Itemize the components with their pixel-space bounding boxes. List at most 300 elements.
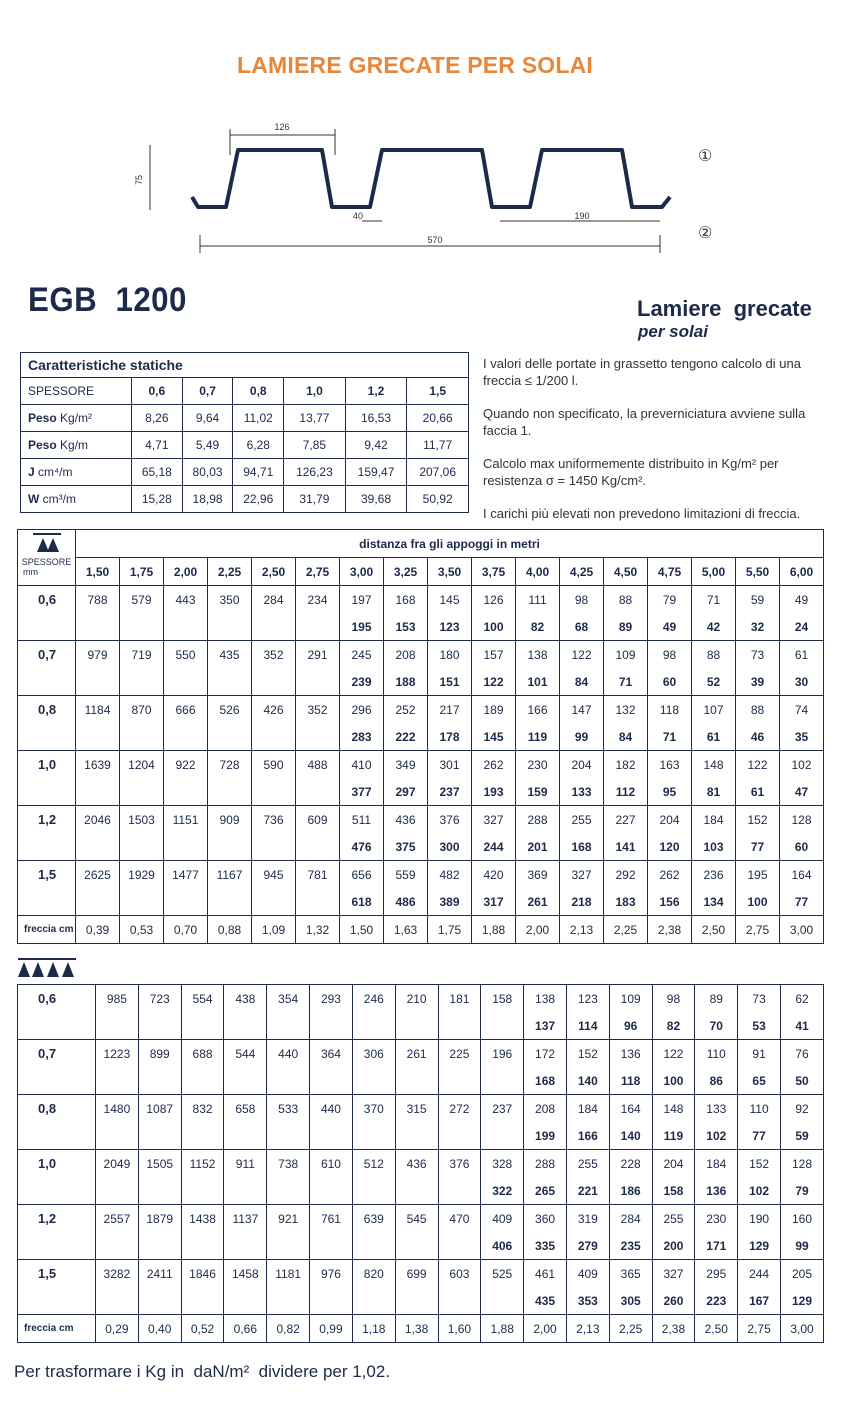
- load-value-deflection-limited: [76, 613, 120, 641]
- load-value-deflection-limited: [481, 1012, 524, 1040]
- load-value: 328: [481, 1150, 524, 1178]
- load-value: 73: [736, 641, 780, 669]
- note: Quando non specificato, la preverniciatura avviene sulla faccia 1.: [483, 406, 806, 438]
- load-value-deflection-limited: 100: [652, 1067, 695, 1095]
- load-value-deflection-limited: 35: [780, 723, 824, 751]
- load-value-deflection-limited: [76, 888, 120, 916]
- load-value: 126: [472, 586, 516, 614]
- load-value-deflection-limited: [252, 778, 296, 806]
- load-value: 319: [566, 1205, 609, 1233]
- load-value: 554: [181, 985, 224, 1013]
- page-title: LAMIERE GRECATE PER SOLAI: [237, 52, 593, 78]
- load-row: [18, 1095, 824, 1123]
- load-row-limited: [18, 723, 824, 751]
- load-value-deflection-limited: 59: [781, 1122, 824, 1150]
- load-value-deflection-limited: [120, 723, 164, 751]
- span-header: 5,50: [736, 558, 780, 586]
- load-value-deflection-limited: [208, 723, 252, 751]
- load-value: 899: [138, 1040, 181, 1068]
- freccia-value: 2,75: [736, 916, 780, 944]
- property-label: [21, 405, 132, 432]
- load-value: 261: [395, 1040, 438, 1068]
- freccia-label: freccia cm: [18, 916, 76, 944]
- load-row-limited: [18, 668, 824, 696]
- freccia-value: 2,50: [695, 1315, 738, 1343]
- load-row-limited: [18, 888, 824, 916]
- load-value: 79: [648, 586, 692, 614]
- load-value: 728: [208, 751, 252, 779]
- load-value: 1480: [96, 1095, 139, 1123]
- load-value-deflection-limited: [352, 1232, 395, 1260]
- load-value-deflection-limited: [296, 888, 340, 916]
- load-value-deflection-limited: [120, 833, 164, 861]
- load-value: 98: [652, 985, 695, 1013]
- load-value: 255: [566, 1150, 609, 1178]
- span-header: 4,75: [648, 558, 692, 586]
- freccia-value: 2,13: [560, 916, 604, 944]
- property-value: 207,06: [407, 459, 469, 486]
- load-value: 656: [340, 861, 384, 889]
- load-value: 976: [310, 1260, 353, 1288]
- property-value: 80,03: [182, 459, 233, 486]
- load-value: 210: [395, 985, 438, 1013]
- load-value: 369: [516, 861, 560, 889]
- load-value-deflection-limited: 82: [652, 1012, 695, 1040]
- load-value-deflection-limited: 300: [428, 833, 472, 861]
- load-value-deflection-limited: [164, 778, 208, 806]
- load-value: 196: [481, 1040, 524, 1068]
- load-value: 435: [208, 641, 252, 669]
- span-header: 2,50: [252, 558, 296, 586]
- load-value: 182: [604, 751, 648, 779]
- load-value: 352: [296, 696, 340, 724]
- load-value-deflection-limited: 60: [780, 833, 824, 861]
- load-value-deflection-limited: 42: [692, 613, 736, 641]
- load-value-deflection-limited: 222: [384, 723, 428, 751]
- load-value-deflection-limited: 79: [781, 1177, 824, 1205]
- load-value-deflection-limited: 122: [472, 668, 516, 696]
- load-value-deflection-limited: 68: [560, 613, 604, 641]
- load-value-deflection-limited: [267, 1287, 310, 1315]
- load-value-deflection-limited: [164, 613, 208, 641]
- load-value-deflection-limited: 158: [652, 1177, 695, 1205]
- load-value-deflection-limited: [208, 613, 252, 641]
- load-value-deflection-limited: [224, 1287, 267, 1315]
- load-value: 911: [224, 1150, 267, 1178]
- load-value-deflection-limited: 183: [604, 888, 648, 916]
- note: I carichi più elevati non prevedono limitazioni di freccia.: [483, 506, 801, 521]
- load-value: 59: [736, 586, 780, 614]
- load-value-deflection-limited: 188: [384, 668, 428, 696]
- load-value: 230: [695, 1205, 738, 1233]
- freccia-value: 2,38: [648, 916, 692, 944]
- freccia-value: 2,38: [652, 1315, 695, 1343]
- freccia-value: 1,18: [352, 1315, 395, 1343]
- notes: [483, 355, 833, 538]
- load-value: 482: [428, 861, 472, 889]
- thickness-cell: 1,5: [18, 861, 76, 916]
- property-value: 5,49: [182, 432, 233, 459]
- mm-label: mm: [23, 567, 38, 577]
- load-value: 133: [695, 1095, 738, 1123]
- property-value: 94,71: [233, 459, 284, 486]
- load-value-deflection-limited: [224, 1177, 267, 1205]
- load-row-limited: [18, 613, 824, 641]
- load-value-deflection-limited: 49: [648, 613, 692, 641]
- load-value: 426: [252, 696, 296, 724]
- property-value: 31,79: [284, 486, 346, 513]
- load-value: 204: [560, 751, 604, 779]
- load-value: 262: [648, 861, 692, 889]
- span-header: 4,00: [516, 558, 560, 586]
- span-header: 2,75: [296, 558, 340, 586]
- load-value: 205: [781, 1260, 824, 1288]
- property-label: [21, 459, 132, 486]
- load-value-deflection-limited: 82: [516, 613, 560, 641]
- load-value: 985: [96, 985, 139, 1013]
- load-value: 148: [652, 1095, 695, 1123]
- load-value-deflection-limited: [76, 723, 120, 751]
- thickness-cell: 1,5: [18, 1260, 96, 1315]
- load-value: 1929: [120, 861, 164, 889]
- load-value-deflection-limited: [120, 888, 164, 916]
- load-value: 436: [395, 1150, 438, 1178]
- load-row-limited: [18, 778, 824, 806]
- load-row: [18, 861, 824, 889]
- load-row: [18, 696, 824, 724]
- load-value-deflection-limited: 168: [560, 833, 604, 861]
- load-value: 327: [472, 806, 516, 834]
- spans-header: distanza fra gli appoggi in metri: [76, 530, 824, 558]
- load-value-deflection-limited: 239: [340, 668, 384, 696]
- load-value: 440: [267, 1040, 310, 1068]
- load-value-deflection-limited: 61: [736, 778, 780, 806]
- load-value-deflection-limited: [252, 668, 296, 696]
- load-value-deflection-limited: [252, 888, 296, 916]
- load-value-deflection-limited: [267, 1067, 310, 1095]
- load-value-deflection-limited: 435: [524, 1287, 567, 1315]
- thickness-cell: 1,0: [18, 1150, 96, 1205]
- load-value: 228: [609, 1150, 652, 1178]
- property-unit: cm³/m: [39, 492, 76, 506]
- footer-note: Per trasformare i Kg in daN/m² dividere per 1,02.: [14, 1362, 391, 1381]
- load-value: 255: [652, 1205, 695, 1233]
- load-value: 639: [352, 1205, 395, 1233]
- load-value: 234: [296, 586, 340, 614]
- freccia-value: 1,38: [395, 1315, 438, 1343]
- load-value-deflection-limited: 134: [692, 888, 736, 916]
- load-value: 1167: [208, 861, 252, 889]
- load-value-deflection-limited: [296, 668, 340, 696]
- load-value: 364: [310, 1040, 353, 1068]
- freccia-value: 0,82: [267, 1315, 310, 1343]
- load-value-deflection-limited: 375: [384, 833, 428, 861]
- load-value-deflection-limited: [76, 778, 120, 806]
- load-value: 91: [738, 1040, 781, 1068]
- load-value: 327: [560, 861, 604, 889]
- load-value-deflection-limited: 102: [695, 1122, 738, 1150]
- freccia-value: 0,88: [208, 916, 252, 944]
- load-row-limited: [18, 1177, 824, 1205]
- load-value: 979: [76, 641, 120, 669]
- thickness-cell: 0,8: [18, 1095, 96, 1150]
- load-value-deflection-limited: [224, 1232, 267, 1260]
- thickness-cell: 1,2: [18, 1205, 96, 1260]
- load-value-deflection-limited: [252, 833, 296, 861]
- load-value-deflection-limited: [296, 723, 340, 751]
- load-value-deflection-limited: 70: [695, 1012, 738, 1040]
- profile-diagram: [130, 115, 730, 255]
- load-value-deflection-limited: [120, 778, 164, 806]
- load-value-deflection-limited: [181, 1287, 224, 1315]
- load-value: 436: [384, 806, 428, 834]
- load-value: 157: [472, 641, 516, 669]
- load-value-deflection-limited: [310, 1232, 353, 1260]
- span-header: 6,00: [780, 558, 824, 586]
- load-value-deflection-limited: [481, 1067, 524, 1095]
- load-value-deflection-limited: [164, 888, 208, 916]
- load-value-deflection-limited: 322: [481, 1177, 524, 1205]
- load-value: 197: [340, 586, 384, 614]
- load-value-deflection-limited: 101: [516, 668, 560, 696]
- property-value: 13,77: [284, 405, 346, 432]
- dim-75: 75: [134, 174, 144, 186]
- property-value: 11,77: [407, 432, 469, 459]
- property-value: 126,23: [284, 459, 346, 486]
- thickness-header: 0,6: [132, 378, 183, 405]
- load-value: 109: [609, 985, 652, 1013]
- property-value: 22,96: [233, 486, 284, 513]
- load-value: 832: [181, 1095, 224, 1123]
- load-value-deflection-limited: 200: [652, 1232, 695, 1260]
- load-value-deflection-limited: [138, 1232, 181, 1260]
- load-row-limited: [18, 1067, 824, 1095]
- load-value: 761: [310, 1205, 353, 1233]
- load-table-multi-supports: [17, 984, 824, 1343]
- property-value: 20,66: [407, 405, 469, 432]
- property-unit: Kg/m²: [56, 411, 93, 425]
- freccia-value: 2,25: [609, 1315, 652, 1343]
- property-value: 11,02: [233, 405, 284, 432]
- thickness-header: 1,5: [407, 378, 469, 405]
- load-value-deflection-limited: [481, 1122, 524, 1150]
- load-value-deflection-limited: [438, 1232, 481, 1260]
- load-value: 1477: [164, 861, 208, 889]
- load-value: 245: [340, 641, 384, 669]
- load-value-deflection-limited: 100: [736, 888, 780, 916]
- load-value-deflection-limited: [310, 1067, 353, 1095]
- load-value: 440: [310, 1095, 353, 1123]
- load-value: 123: [566, 985, 609, 1013]
- multi-supports-icon: [16, 957, 78, 979]
- load-value: 2411: [138, 1260, 181, 1288]
- load-value: 525: [481, 1260, 524, 1288]
- load-value-deflection-limited: 389: [428, 888, 472, 916]
- load-value-deflection-limited: 406: [481, 1232, 524, 1260]
- load-value: 71: [692, 586, 736, 614]
- thickness-header: 1,2: [345, 378, 407, 405]
- load-value-deflection-limited: 137: [524, 1012, 567, 1040]
- load-value: 736: [252, 806, 296, 834]
- load-value: 292: [604, 861, 648, 889]
- load-value: 609: [296, 806, 340, 834]
- load-value-deflection-limited: [296, 778, 340, 806]
- load-value: 470: [438, 1205, 481, 1233]
- load-value: 666: [164, 696, 208, 724]
- freccia-value: 1,63: [384, 916, 428, 944]
- load-value-deflection-limited: 335: [524, 1232, 567, 1260]
- property-value: 4,71: [132, 432, 183, 459]
- load-value: 145: [428, 586, 472, 614]
- load-value: 410: [340, 751, 384, 779]
- load-value-deflection-limited: [310, 1122, 353, 1150]
- note: Calcolo max uniformemente distribuito in Kg/m² per resistenza σ = 1450 Kg/cm².: [483, 456, 779, 488]
- load-value-deflection-limited: 24: [780, 613, 824, 641]
- span-header: 3,50: [428, 558, 472, 586]
- property-value: 6,28: [233, 432, 284, 459]
- load-value: 255: [560, 806, 604, 834]
- load-row: [18, 1040, 824, 1068]
- load-value-deflection-limited: 156: [648, 888, 692, 916]
- load-value-deflection-limited: 317: [472, 888, 516, 916]
- load-value: 237: [481, 1095, 524, 1123]
- load-value: 92: [781, 1095, 824, 1123]
- property-value: 9,42: [345, 432, 407, 459]
- load-value-deflection-limited: 120: [648, 833, 692, 861]
- load-value: 49: [780, 586, 824, 614]
- load-value: 122: [560, 641, 604, 669]
- span-header: 1,75: [120, 558, 164, 586]
- load-value: 204: [652, 1150, 695, 1178]
- load-value-deflection-limited: 171: [695, 1232, 738, 1260]
- load-value-deflection-limited: 99: [560, 723, 604, 751]
- load-value: 909: [208, 806, 252, 834]
- load-value: 132: [604, 696, 648, 724]
- load-value-deflection-limited: [267, 1122, 310, 1150]
- load-value-deflection-limited: [481, 1287, 524, 1315]
- load-value: 225: [438, 1040, 481, 1068]
- load-value: 533: [267, 1095, 310, 1123]
- load-value: 3282: [96, 1260, 139, 1288]
- freccia-value: 3,00: [781, 1315, 824, 1343]
- load-value: 921: [267, 1205, 310, 1233]
- load-value: 147: [560, 696, 604, 724]
- load-row: [18, 1260, 824, 1288]
- load-value: 461: [524, 1260, 567, 1288]
- load-value-deflection-limited: 71: [604, 668, 648, 696]
- load-value: 688: [181, 1040, 224, 1068]
- load-value: 1639: [76, 751, 120, 779]
- load-value-deflection-limited: 114: [566, 1012, 609, 1040]
- load-value-deflection-limited: 193: [472, 778, 516, 806]
- freccia-value: 1,09: [252, 916, 296, 944]
- load-value: 111: [516, 586, 560, 614]
- load-value: 184: [566, 1095, 609, 1123]
- load-value-deflection-limited: 377: [340, 778, 384, 806]
- load-row-limited: [18, 1287, 824, 1315]
- load-value: 1458: [224, 1260, 267, 1288]
- profile-outline: [192, 150, 670, 207]
- static-row: [21, 486, 469, 513]
- load-value-deflection-limited: [181, 1012, 224, 1040]
- thickness-cell: 0,8: [18, 696, 76, 751]
- load-value: 512: [352, 1150, 395, 1178]
- load-value-deflection-limited: [352, 1067, 395, 1095]
- load-value: 138: [516, 641, 560, 669]
- load-value-deflection-limited: [76, 833, 120, 861]
- load-row: [18, 1150, 824, 1178]
- load-value: 1204: [120, 751, 164, 779]
- load-value-deflection-limited: [395, 1287, 438, 1315]
- load-value-deflection-limited: 153: [384, 613, 428, 641]
- load-value-deflection-limited: [395, 1012, 438, 1040]
- load-value-deflection-limited: 99: [781, 1232, 824, 1260]
- load-value: 723: [138, 985, 181, 1013]
- load-value-deflection-limited: 77: [738, 1122, 781, 1150]
- load-value: 163: [648, 751, 692, 779]
- load-value: 579: [120, 586, 164, 614]
- load-value-deflection-limited: 77: [780, 888, 824, 916]
- load-value-deflection-limited: [352, 1012, 395, 1040]
- load-value-deflection-limited: 199: [524, 1122, 567, 1150]
- freccia-value: 0,99: [310, 1315, 353, 1343]
- load-value: 545: [395, 1205, 438, 1233]
- load-value-deflection-limited: 65: [738, 1067, 781, 1095]
- load-value: 189: [472, 696, 516, 724]
- load-value-deflection-limited: 52: [692, 668, 736, 696]
- load-value-deflection-limited: 112: [604, 778, 648, 806]
- span-header: 2,00: [164, 558, 208, 586]
- load-value-deflection-limited: [395, 1232, 438, 1260]
- load-value: 88: [736, 696, 780, 724]
- load-value-deflection-limited: 50: [781, 1067, 824, 1095]
- load-row-limited: [18, 1122, 824, 1150]
- load-value: 1151: [164, 806, 208, 834]
- static-properties-table: [20, 352, 469, 513]
- load-value: 293: [310, 985, 353, 1013]
- support-header-cell: [18, 530, 76, 586]
- load-value-deflection-limited: [208, 833, 252, 861]
- load-value: 603: [438, 1260, 481, 1288]
- note: I valori delle portate in grassetto tengono calcolo di una freccia ≤ 1/200 l.: [483, 356, 801, 388]
- spessore-header: SPESSORE: [21, 378, 132, 405]
- load-value-deflection-limited: 178: [428, 723, 472, 751]
- two-supports-icon: [29, 532, 65, 554]
- property-value: 15,28: [132, 486, 183, 513]
- property-label: [21, 486, 132, 513]
- freccia-value: 2,50: [692, 916, 736, 944]
- load-value-deflection-limited: [181, 1122, 224, 1150]
- span-header: 3,25: [384, 558, 428, 586]
- load-value: 98: [648, 641, 692, 669]
- load-value-deflection-limited: 140: [609, 1122, 652, 1150]
- load-value: 365: [609, 1260, 652, 1288]
- load-value-deflection-limited: 118: [609, 1067, 652, 1095]
- load-value: 168: [384, 586, 428, 614]
- load-value-deflection-limited: 237: [428, 778, 472, 806]
- product-subtitle-2: per solai: [638, 322, 708, 341]
- load-value: 61: [780, 641, 824, 669]
- load-value: 1152: [181, 1150, 224, 1178]
- load-value-deflection-limited: 244: [472, 833, 516, 861]
- load-value-deflection-limited: [181, 1067, 224, 1095]
- thickness-cell: 1,2: [18, 806, 76, 861]
- load-value: 284: [609, 1205, 652, 1233]
- load-value: 204: [648, 806, 692, 834]
- load-value: 870: [120, 696, 164, 724]
- load-value: 420: [472, 861, 516, 889]
- freccia-value: 0,53: [120, 916, 164, 944]
